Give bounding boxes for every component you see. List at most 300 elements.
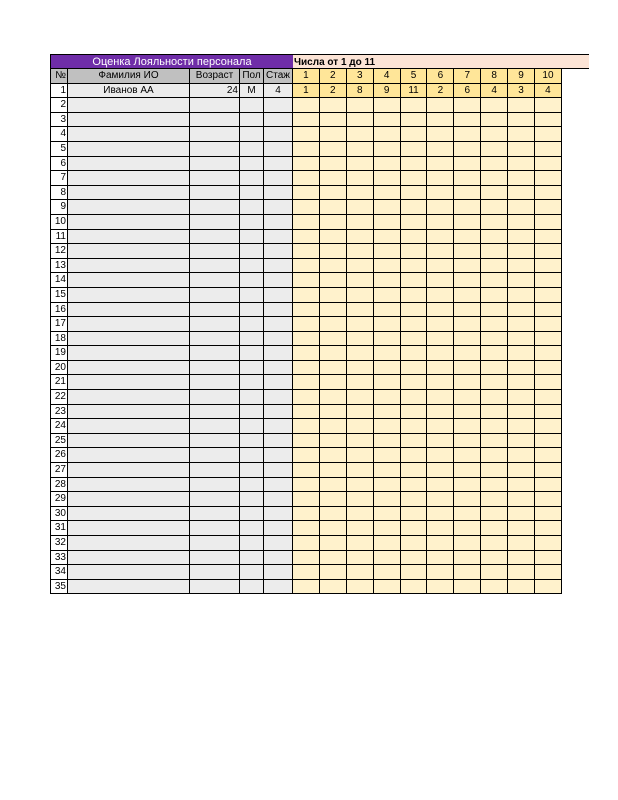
name-cell[interactable] xyxy=(68,521,190,536)
score-cell[interactable] xyxy=(454,565,481,580)
score-cell[interactable] xyxy=(374,303,401,318)
score-cell[interactable] xyxy=(454,171,481,186)
score-cell[interactable] xyxy=(508,332,535,347)
score-cell[interactable] xyxy=(481,230,508,245)
score-cell[interactable] xyxy=(508,317,535,332)
score-cell[interactable] xyxy=(481,303,508,318)
score-cell[interactable] xyxy=(427,288,454,303)
age-cell[interactable] xyxy=(190,186,240,201)
name-cell[interactable]: Иванов АА xyxy=(68,84,190,99)
sheet-title[interactable]: Оценка Лояльности персонала xyxy=(50,54,293,69)
score-cell[interactable] xyxy=(320,361,347,376)
header-num[interactable]: 6 xyxy=(427,69,454,84)
score-cell[interactable] xyxy=(293,375,320,390)
score-cell[interactable] xyxy=(347,113,374,128)
score-cell[interactable] xyxy=(293,142,320,157)
experience-cell[interactable] xyxy=(264,317,293,332)
score-cell[interactable] xyxy=(427,448,454,463)
experience-cell[interactable] xyxy=(264,215,293,230)
name-cell[interactable] xyxy=(68,98,190,113)
score-cell[interactable] xyxy=(401,361,428,376)
score-cell[interactable] xyxy=(481,317,508,332)
experience-cell[interactable] xyxy=(264,157,293,172)
score-cell[interactable] xyxy=(508,390,535,405)
name-cell[interactable] xyxy=(68,200,190,215)
name-cell[interactable] xyxy=(68,142,190,157)
score-cell[interactable] xyxy=(454,142,481,157)
score-cell[interactable] xyxy=(508,303,535,318)
row-number-cell[interactable]: 10 xyxy=(50,215,68,230)
score-cell[interactable] xyxy=(454,551,481,566)
score-cell[interactable] xyxy=(481,259,508,274)
score-cell[interactable] xyxy=(481,113,508,128)
score-cell[interactable] xyxy=(427,507,454,522)
score-cell[interactable] xyxy=(347,375,374,390)
score-cell[interactable] xyxy=(293,98,320,113)
score-cell[interactable] xyxy=(535,288,562,303)
experience-cell[interactable] xyxy=(264,375,293,390)
score-cell[interactable] xyxy=(293,361,320,376)
score-cell[interactable] xyxy=(535,215,562,230)
score-cell[interactable] xyxy=(347,521,374,536)
score-cell[interactable] xyxy=(535,507,562,522)
score-cell[interactable] xyxy=(481,463,508,478)
score-cell[interactable] xyxy=(374,448,401,463)
score-cell[interactable] xyxy=(347,317,374,332)
score-cell[interactable] xyxy=(535,332,562,347)
score-cell[interactable] xyxy=(320,127,347,142)
score-cell[interactable] xyxy=(508,230,535,245)
score-cell[interactable] xyxy=(508,580,535,595)
score-cell[interactable] xyxy=(347,259,374,274)
score-cell[interactable] xyxy=(454,273,481,288)
score-cell[interactable] xyxy=(401,507,428,522)
score-cell[interactable] xyxy=(320,157,347,172)
score-cell[interactable] xyxy=(481,361,508,376)
header-num[interactable]: 8 xyxy=(481,69,508,84)
score-cell[interactable] xyxy=(347,492,374,507)
sex-cell[interactable] xyxy=(240,230,264,245)
score-cell[interactable] xyxy=(454,157,481,172)
score-cell[interactable] xyxy=(401,288,428,303)
score-cell[interactable] xyxy=(535,200,562,215)
header-num[interactable]: 3 xyxy=(347,69,374,84)
score-cell[interactable] xyxy=(347,127,374,142)
experience-cell[interactable] xyxy=(264,142,293,157)
score-cell[interactable] xyxy=(427,390,454,405)
header-sex[interactable]: Пол xyxy=(240,69,264,84)
row-number-cell[interactable]: 33 xyxy=(50,551,68,566)
score-cell[interactable] xyxy=(427,273,454,288)
score-cell[interactable] xyxy=(320,303,347,318)
score-cell[interactable] xyxy=(374,317,401,332)
score-cell[interactable] xyxy=(454,259,481,274)
row-number-cell[interactable]: 23 xyxy=(50,405,68,420)
score-cell[interactable] xyxy=(293,273,320,288)
score-cell[interactable] xyxy=(535,346,562,361)
score-cell[interactable] xyxy=(427,361,454,376)
row-number-cell[interactable]: 27 xyxy=(50,463,68,478)
score-cell[interactable] xyxy=(293,492,320,507)
score-cell[interactable] xyxy=(481,244,508,259)
score-cell[interactable] xyxy=(320,521,347,536)
score-cell[interactable] xyxy=(401,478,428,493)
score-cell[interactable] xyxy=(320,244,347,259)
score-cell[interactable] xyxy=(481,536,508,551)
score-cell[interactable] xyxy=(481,288,508,303)
sex-cell[interactable] xyxy=(240,521,264,536)
score-cell[interactable] xyxy=(401,346,428,361)
age-cell[interactable] xyxy=(190,273,240,288)
experience-cell[interactable] xyxy=(264,405,293,420)
score-cell[interactable] xyxy=(347,230,374,245)
score-cell[interactable] xyxy=(508,521,535,536)
row-number-cell[interactable]: 31 xyxy=(50,521,68,536)
score-cell[interactable] xyxy=(293,244,320,259)
score-cell[interactable] xyxy=(320,434,347,449)
score-cell[interactable] xyxy=(535,434,562,449)
row-number-cell[interactable]: 1 xyxy=(50,84,68,99)
score-cell[interactable] xyxy=(508,273,535,288)
header-name[interactable]: Фамилия ИО xyxy=(68,69,190,84)
score-cell[interactable] xyxy=(481,157,508,172)
score-cell[interactable] xyxy=(454,113,481,128)
name-cell[interactable] xyxy=(68,463,190,478)
name-cell[interactable] xyxy=(68,419,190,434)
score-cell[interactable] xyxy=(454,463,481,478)
experience-cell[interactable] xyxy=(264,288,293,303)
experience-cell[interactable] xyxy=(264,244,293,259)
score-cell[interactable] xyxy=(454,303,481,318)
score-cell[interactable] xyxy=(508,565,535,580)
row-number-cell[interactable]: 12 xyxy=(50,244,68,259)
score-cell[interactable] xyxy=(481,434,508,449)
row-number-cell[interactable]: 3 xyxy=(50,113,68,128)
header-age[interactable]: Возраст xyxy=(190,69,240,84)
row-number-cell[interactable]: 16 xyxy=(50,303,68,318)
score-cell[interactable] xyxy=(401,390,428,405)
experience-cell[interactable] xyxy=(264,186,293,201)
name-cell[interactable] xyxy=(68,448,190,463)
sex-cell[interactable] xyxy=(240,288,264,303)
score-cell[interactable] xyxy=(401,419,428,434)
header-num[interactable]: 1 xyxy=(293,69,320,84)
score-cell[interactable] xyxy=(427,551,454,566)
score-cell[interactable] xyxy=(374,244,401,259)
score-cell[interactable] xyxy=(481,375,508,390)
score-cell[interactable] xyxy=(508,346,535,361)
sex-cell[interactable] xyxy=(240,332,264,347)
score-cell[interactable] xyxy=(535,361,562,376)
score-cell[interactable] xyxy=(347,332,374,347)
score-cell[interactable] xyxy=(454,361,481,376)
score-cell[interactable] xyxy=(401,551,428,566)
sex-cell[interactable] xyxy=(240,405,264,420)
score-cell[interactable] xyxy=(347,200,374,215)
score-cell[interactable] xyxy=(508,551,535,566)
sex-cell[interactable] xyxy=(240,200,264,215)
score-cell[interactable] xyxy=(401,492,428,507)
score-cell[interactable] xyxy=(293,171,320,186)
age-cell[interactable] xyxy=(190,288,240,303)
score-cell[interactable] xyxy=(347,390,374,405)
experience-cell[interactable] xyxy=(264,332,293,347)
row-number-cell[interactable]: 20 xyxy=(50,361,68,376)
score-cell[interactable] xyxy=(454,186,481,201)
score-cell[interactable] xyxy=(293,332,320,347)
score-cell[interactable] xyxy=(535,448,562,463)
header-num[interactable]: 2 xyxy=(320,69,347,84)
age-cell[interactable] xyxy=(190,463,240,478)
score-cell[interactable] xyxy=(401,127,428,142)
sex-cell[interactable] xyxy=(240,463,264,478)
name-cell[interactable] xyxy=(68,244,190,259)
name-cell[interactable] xyxy=(68,434,190,449)
score-cell[interactable] xyxy=(374,419,401,434)
name-cell[interactable] xyxy=(68,113,190,128)
name-cell[interactable] xyxy=(68,375,190,390)
score-cell[interactable] xyxy=(535,113,562,128)
sex-cell[interactable] xyxy=(240,98,264,113)
score-cell[interactable] xyxy=(374,288,401,303)
score-cell[interactable] xyxy=(374,434,401,449)
name-cell[interactable] xyxy=(68,478,190,493)
name-cell[interactable] xyxy=(68,390,190,405)
age-cell[interactable] xyxy=(190,259,240,274)
score-cell[interactable] xyxy=(535,419,562,434)
score-cell[interactable] xyxy=(454,390,481,405)
score-cell[interactable] xyxy=(427,346,454,361)
score-cell[interactable] xyxy=(454,507,481,522)
score-cell[interactable] xyxy=(508,448,535,463)
score-cell[interactable] xyxy=(454,98,481,113)
score-cell[interactable] xyxy=(535,186,562,201)
score-cell[interactable] xyxy=(508,463,535,478)
score-cell[interactable] xyxy=(347,244,374,259)
score-cell[interactable] xyxy=(427,142,454,157)
score-cell[interactable] xyxy=(293,521,320,536)
score-cell[interactable] xyxy=(427,171,454,186)
experience-cell[interactable] xyxy=(264,113,293,128)
score-cell[interactable] xyxy=(293,463,320,478)
score-cell[interactable] xyxy=(401,375,428,390)
score-cell[interactable] xyxy=(374,580,401,595)
score-cell[interactable] xyxy=(293,317,320,332)
score-cell[interactable] xyxy=(374,551,401,566)
score-cell[interactable] xyxy=(401,186,428,201)
age-cell[interactable] xyxy=(190,142,240,157)
score-cell[interactable] xyxy=(374,507,401,522)
sex-cell[interactable] xyxy=(240,536,264,551)
score-cell[interactable] xyxy=(481,332,508,347)
row-number-cell[interactable]: 5 xyxy=(50,142,68,157)
sex-cell[interactable] xyxy=(240,448,264,463)
name-cell[interactable] xyxy=(68,580,190,595)
experience-cell[interactable] xyxy=(264,419,293,434)
score-cell[interactable] xyxy=(427,127,454,142)
age-cell[interactable] xyxy=(190,303,240,318)
age-cell[interactable] xyxy=(190,98,240,113)
name-cell[interactable] xyxy=(68,361,190,376)
score-cell[interactable] xyxy=(535,317,562,332)
experience-cell[interactable] xyxy=(264,448,293,463)
score-cell[interactable] xyxy=(293,536,320,551)
score-cell[interactable] xyxy=(508,405,535,420)
score-cell[interactable] xyxy=(374,157,401,172)
sex-cell[interactable] xyxy=(240,507,264,522)
row-number-cell[interactable]: 8 xyxy=(50,186,68,201)
score-cell[interactable] xyxy=(293,127,320,142)
score-cell[interactable] xyxy=(293,419,320,434)
score-cell[interactable] xyxy=(481,215,508,230)
score-cell[interactable] xyxy=(293,186,320,201)
score-cell[interactable] xyxy=(481,171,508,186)
score-cell[interactable] xyxy=(347,419,374,434)
experience-cell[interactable] xyxy=(264,536,293,551)
score-cell[interactable] xyxy=(374,98,401,113)
score-cell[interactable] xyxy=(320,113,347,128)
score-cell[interactable] xyxy=(535,405,562,420)
score-cell[interactable] xyxy=(347,565,374,580)
score-cell[interactable] xyxy=(508,361,535,376)
score-cell[interactable] xyxy=(508,375,535,390)
age-cell[interactable] xyxy=(190,230,240,245)
score-cell[interactable] xyxy=(347,215,374,230)
score-cell[interactable] xyxy=(481,346,508,361)
age-cell[interactable] xyxy=(190,492,240,507)
score-cell[interactable] xyxy=(427,230,454,245)
experience-cell[interactable] xyxy=(264,273,293,288)
name-cell[interactable] xyxy=(68,259,190,274)
score-cell[interactable] xyxy=(427,259,454,274)
row-number-cell[interactable]: 9 xyxy=(50,200,68,215)
score-cell[interactable] xyxy=(454,448,481,463)
score-cell[interactable] xyxy=(401,157,428,172)
score-cell[interactable] xyxy=(320,230,347,245)
name-cell[interactable] xyxy=(68,492,190,507)
age-cell[interactable] xyxy=(190,317,240,332)
name-cell[interactable] xyxy=(68,186,190,201)
score-cell[interactable] xyxy=(508,98,535,113)
experience-cell[interactable]: 4 xyxy=(264,84,293,99)
score-cell[interactable] xyxy=(535,230,562,245)
experience-cell[interactable] xyxy=(264,127,293,142)
score-cell[interactable] xyxy=(320,142,347,157)
score-cell[interactable] xyxy=(401,332,428,347)
row-number-cell[interactable]: 17 xyxy=(50,317,68,332)
age-cell[interactable] xyxy=(190,434,240,449)
sex-cell[interactable] xyxy=(240,127,264,142)
experience-cell[interactable] xyxy=(264,478,293,493)
score-cell[interactable] xyxy=(454,492,481,507)
score-cell[interactable] xyxy=(508,113,535,128)
score-cell[interactable] xyxy=(454,434,481,449)
score-cell[interactable] xyxy=(508,127,535,142)
score-cell[interactable] xyxy=(535,565,562,580)
score-cell[interactable] xyxy=(454,536,481,551)
row-number-cell[interactable]: 2 xyxy=(50,98,68,113)
score-cell[interactable] xyxy=(320,492,347,507)
header-num[interactable]: 9 xyxy=(508,69,535,84)
score-cell[interactable] xyxy=(401,171,428,186)
score-cell[interactable] xyxy=(293,580,320,595)
score-cell[interactable] xyxy=(427,113,454,128)
score-cell[interactable] xyxy=(293,478,320,493)
score-cell[interactable] xyxy=(320,375,347,390)
score-cell[interactable] xyxy=(374,565,401,580)
score-cell[interactable] xyxy=(454,288,481,303)
score-cell[interactable] xyxy=(401,215,428,230)
score-cell[interactable] xyxy=(293,551,320,566)
score-cell[interactable] xyxy=(374,332,401,347)
row-number-cell[interactable]: 22 xyxy=(50,390,68,405)
score-cell[interactable] xyxy=(293,390,320,405)
score-cell[interactable] xyxy=(347,478,374,493)
sex-cell[interactable] xyxy=(240,259,264,274)
name-cell[interactable] xyxy=(68,273,190,288)
age-cell[interactable] xyxy=(190,244,240,259)
score-cell[interactable] xyxy=(535,551,562,566)
score-cell[interactable] xyxy=(454,346,481,361)
sex-cell[interactable] xyxy=(240,244,264,259)
sex-cell[interactable] xyxy=(240,375,264,390)
score-cell[interactable] xyxy=(454,580,481,595)
score-cell[interactable] xyxy=(347,434,374,449)
score-cell[interactable] xyxy=(374,390,401,405)
score-cell[interactable] xyxy=(427,157,454,172)
score-cell[interactable]: 11 xyxy=(401,84,428,99)
score-cell[interactable] xyxy=(320,200,347,215)
score-cell[interactable] xyxy=(535,478,562,493)
name-cell[interactable] xyxy=(68,288,190,303)
sex-cell[interactable] xyxy=(240,186,264,201)
header-num[interactable]: 7 xyxy=(454,69,481,84)
row-number-cell[interactable]: 4 xyxy=(50,127,68,142)
row-number-cell[interactable]: 35 xyxy=(50,580,68,595)
age-cell[interactable] xyxy=(190,332,240,347)
score-cell[interactable] xyxy=(481,200,508,215)
score-cell[interactable] xyxy=(508,142,535,157)
score-cell[interactable] xyxy=(454,375,481,390)
score-cell[interactable] xyxy=(320,448,347,463)
score-cell[interactable] xyxy=(347,507,374,522)
score-cell[interactable] xyxy=(374,492,401,507)
score-cell[interactable] xyxy=(508,259,535,274)
age-cell[interactable] xyxy=(190,448,240,463)
sex-cell[interactable] xyxy=(240,419,264,434)
age-cell[interactable] xyxy=(190,127,240,142)
name-cell[interactable] xyxy=(68,346,190,361)
score-cell[interactable] xyxy=(401,142,428,157)
score-cell[interactable] xyxy=(320,419,347,434)
score-cell[interactable] xyxy=(374,521,401,536)
score-cell[interactable] xyxy=(401,273,428,288)
sex-cell[interactable] xyxy=(240,171,264,186)
score-cell[interactable] xyxy=(347,536,374,551)
score-cell[interactable] xyxy=(481,390,508,405)
score-cell[interactable] xyxy=(401,448,428,463)
row-number-cell[interactable]: 34 xyxy=(50,565,68,580)
score-cell[interactable] xyxy=(481,565,508,580)
name-cell[interactable] xyxy=(68,317,190,332)
score-cell[interactable] xyxy=(535,157,562,172)
score-cell[interactable] xyxy=(481,448,508,463)
age-cell[interactable] xyxy=(190,405,240,420)
score-cell[interactable]: 4 xyxy=(481,84,508,99)
experience-cell[interactable] xyxy=(264,171,293,186)
score-cell[interactable] xyxy=(374,259,401,274)
score-cell[interactable] xyxy=(427,200,454,215)
